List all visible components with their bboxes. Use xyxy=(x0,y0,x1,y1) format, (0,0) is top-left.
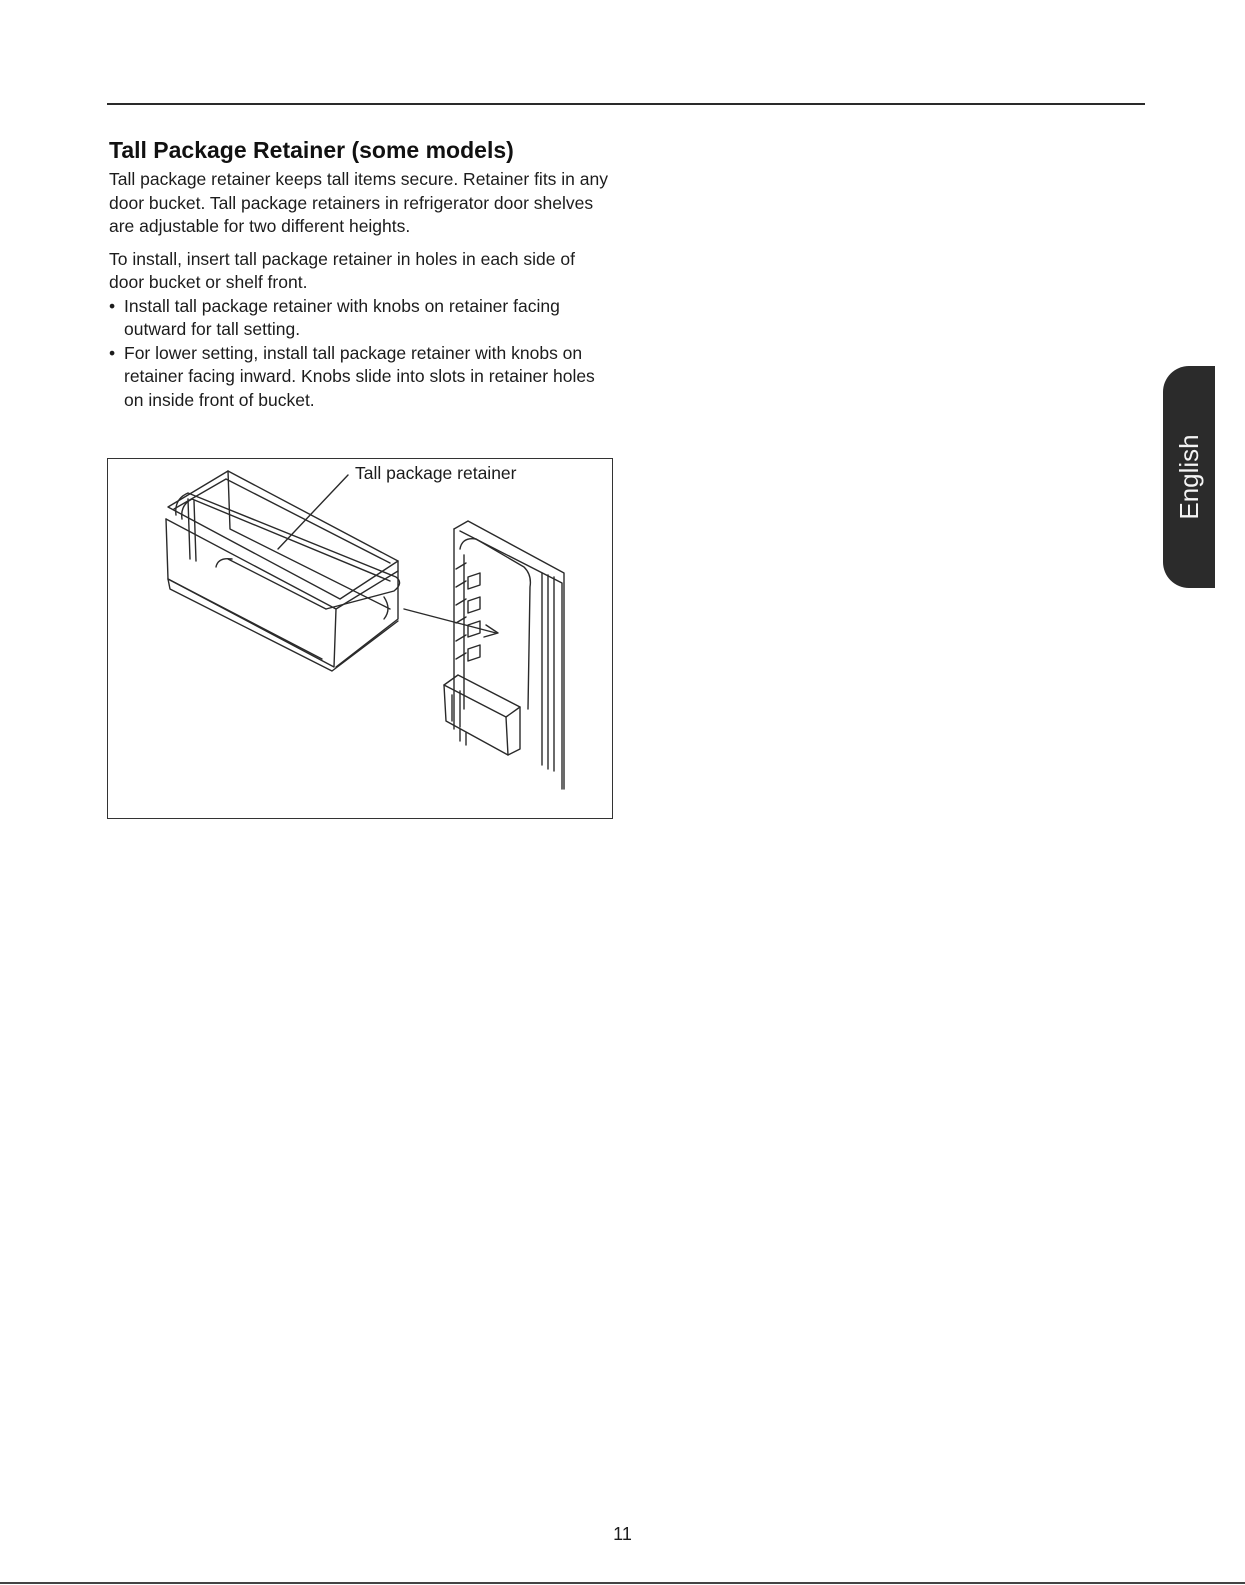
footer-rule xyxy=(0,1582,1245,1584)
section-content xyxy=(109,136,609,412)
refrigerator-door-drawing xyxy=(444,521,564,789)
instruction-list xyxy=(109,295,609,413)
language-tab xyxy=(1163,366,1215,588)
placement-arrow xyxy=(404,609,496,633)
retainer-illustration xyxy=(107,458,613,819)
callout-label: Tall package retainer xyxy=(355,463,517,483)
list-item-text: For lower setting, install tall package retainer with knobs on retainer facing inward. Knobs slide into slots in retainer holes on inside front of bucket. xyxy=(124,342,595,410)
list-item xyxy=(109,342,609,413)
section-heading: Tall Package Retainer (some models) xyxy=(109,137,514,163)
intro-paragraph: Tall package retainer keeps tall items secure. Retainer fits in any door bucket. Tall package retainers in refrigerator door shelves are adjustable for two different heights. xyxy=(109,169,608,236)
bullet-marker: • xyxy=(109,295,116,316)
bullet-marker: • xyxy=(109,342,116,363)
list-item xyxy=(109,295,609,342)
language-tab-label: English xyxy=(1174,434,1204,520)
page-number: 11 xyxy=(613,1524,632,1544)
list-item-text: Install tall package retainer with knobs on retainer facing outward for tall setting. xyxy=(124,295,560,339)
door-bucket-drawing xyxy=(166,471,400,671)
header-rule xyxy=(107,103,1145,105)
retainer-drawing xyxy=(108,459,614,820)
install-paragraph: To install, insert tall package retainer in holes in each side of door bucket or shelf front. xyxy=(109,248,575,292)
callout-leader xyxy=(278,475,348,549)
